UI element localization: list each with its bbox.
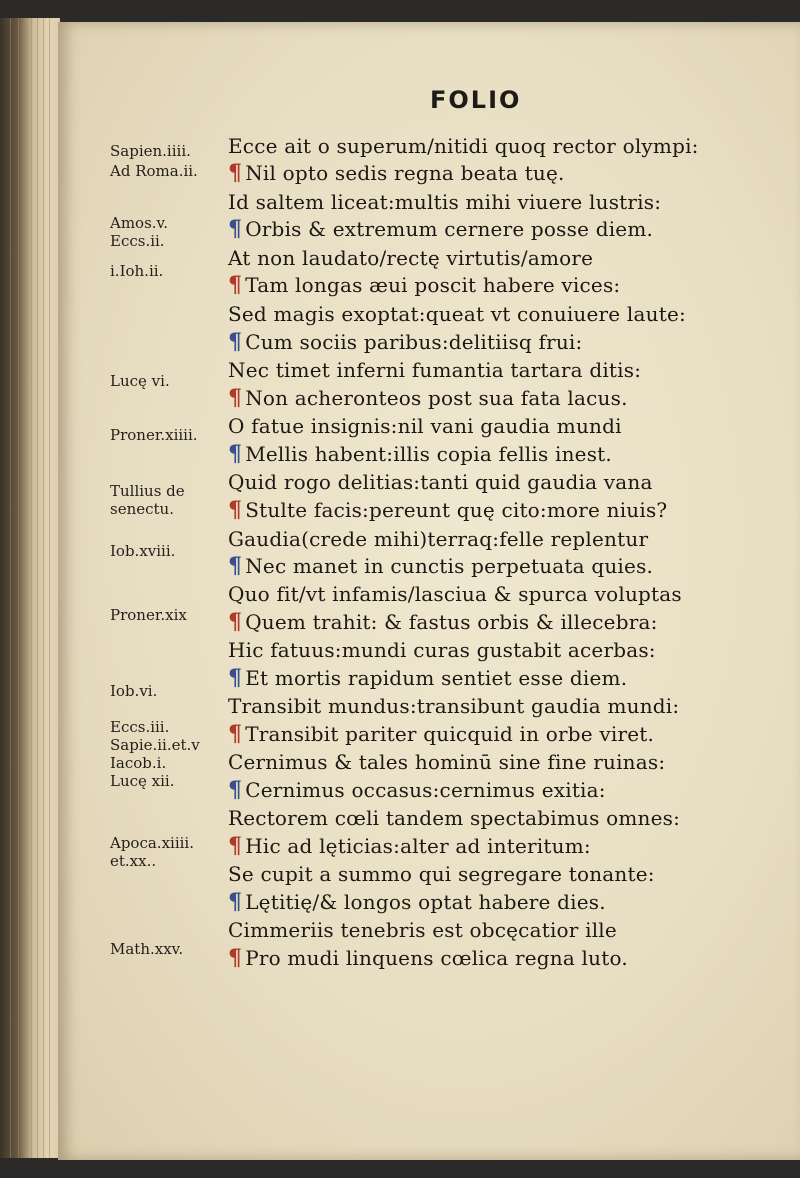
- verse-line: Quid rogo delitias:tanti quid gaudia vana: [228, 470, 653, 494]
- verse-line: ¶ Lętitię/& longos optat habere dies.: [228, 889, 606, 915]
- verse-line: ¶ Transibit pariter quicquid in orbe viret.: [228, 721, 655, 747]
- margin-note: Iob.vi.: [110, 682, 158, 700]
- verse-line: Rectorem cœli tandem spectabimus omnes:: [228, 806, 681, 830]
- verse-line: ¶ Stulte facis:pereunt quę cito:more niuis?: [228, 497, 668, 523]
- verse-line: ¶ Non acheronteos post sua fata lacus.: [228, 385, 628, 411]
- margin-note: Lucę vi.: [110, 372, 170, 390]
- verse-line: Transibit mundus:transibunt gaudia mundi:: [228, 694, 680, 718]
- verse-line: ¶ Orbis & extremum cernere posse diem.: [228, 216, 654, 242]
- red-pilcrow-icon: ¶: [228, 272, 243, 298]
- red-pilcrow-icon: ¶: [228, 721, 243, 747]
- verse-line: Ecce ait o superum/nitidi quoq rector olympi:: [228, 134, 699, 158]
- red-pilcrow-icon: ¶: [228, 497, 243, 523]
- verse-line: ¶ Et mortis rapidum sentiet esse diem.: [228, 665, 628, 691]
- margin-note: Sapien.iiii.: [110, 142, 191, 160]
- blue-pilcrow-icon: ¶: [228, 329, 243, 355]
- verse-line: ¶ Hic ad lęticias:alter ad interitum:: [228, 833, 591, 859]
- red-pilcrow-icon: ¶: [228, 833, 243, 859]
- verse-line: Cimmeriis tenebris est obcęcatior ille: [228, 918, 617, 942]
- margin-note: Proner.xiiii.: [110, 426, 198, 444]
- verse-line: ¶ Cernimus occasus:cernimus exitia:: [228, 777, 606, 803]
- blue-pilcrow-icon: ¶: [228, 665, 243, 691]
- blue-pilcrow-icon: ¶: [228, 216, 243, 242]
- red-pilcrow-icon: ¶: [228, 160, 243, 186]
- margin-note: Math.xxv.: [110, 940, 184, 958]
- verse-line: Quo fit/vt infamis/lasciua & spurca voluptas: [228, 582, 682, 606]
- margin-note: Tullius de senectu.: [110, 482, 185, 518]
- blue-pilcrow-icon: ¶: [228, 777, 243, 803]
- verse-line: ¶ Pro mudi linquens cœlica regna luto.: [228, 945, 628, 971]
- book-page-edges: [0, 18, 60, 1158]
- verse-line: O fatue insignis:nil vani gaudia mundi: [228, 414, 622, 438]
- red-pilcrow-icon: ¶: [228, 385, 243, 411]
- red-pilcrow-icon: ¶: [228, 945, 243, 971]
- verse-line: ¶ Cum sociis paribus:delitiisq frui:: [228, 329, 583, 355]
- verse-line: Gaudia(crede mihi)terraq:felle replentur: [228, 527, 649, 551]
- margin-note: Eccs.iii. Sapie.ii.et.v Iacob.i. Lucę xii.: [110, 718, 200, 790]
- margin-note: Iob.xviii.: [110, 542, 176, 560]
- verse-line: Id saltem liceat:multis mihi viuere lustris:: [228, 190, 662, 214]
- page-header: FOLIO: [430, 86, 522, 114]
- margin-note: Amos.v. Eccs.ii.: [110, 214, 169, 250]
- verse-line: Hic fatuus:mundi curas gustabit acerbas:: [228, 638, 656, 662]
- red-pilcrow-icon: ¶: [228, 609, 243, 635]
- verse-line: ¶ Nec manet in cunctis perpetuata quies.: [228, 553, 654, 579]
- verse-line: Nec timet inferni fumantia tartara ditis:: [228, 358, 642, 382]
- verse-line: ¶ Tam longas æui poscit habere vices:: [228, 272, 621, 298]
- blue-pilcrow-icon: ¶: [228, 889, 243, 915]
- margin-note: i.Ioh.ii.: [110, 262, 164, 280]
- verse-line: ¶ Mellis habent:illis copia fellis inest.: [228, 441, 612, 467]
- blue-pilcrow-icon: ¶: [228, 553, 243, 579]
- margin-note: Ad Roma.ii.: [110, 162, 198, 180]
- blue-pilcrow-icon: ¶: [228, 441, 243, 467]
- verse-line: ¶ Nil opto sedis regna beata tuę.: [228, 160, 565, 186]
- margin-note: Proner.xix: [110, 606, 187, 624]
- verse-line: At non laudato/rectę virtutis/amore: [228, 246, 594, 270]
- margin-note: Apoca.xiiii. et.xx..: [110, 834, 194, 870]
- verse-line: Sed magis exoptat:queat vt conuiuere laute:: [228, 302, 686, 326]
- verse-line: ¶ Quem trahit: & fastus orbis & illecebra:: [228, 609, 658, 635]
- verse-line: Cernimus & tales hominū sine fine ruinas:: [228, 750, 666, 774]
- verse-line: Se cupit a summo qui segregare tonante:: [228, 862, 655, 886]
